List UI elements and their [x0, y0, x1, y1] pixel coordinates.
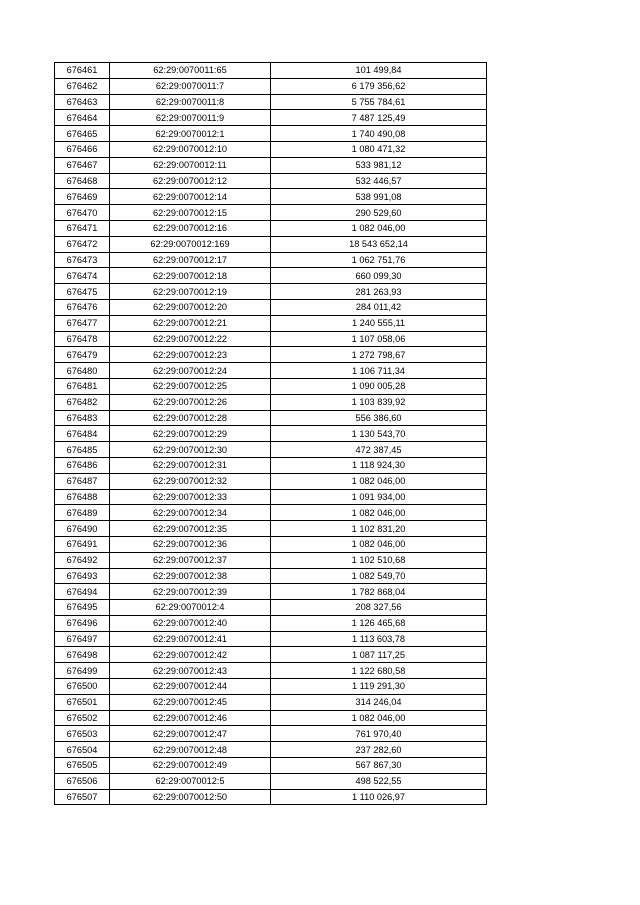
cadastral-value-cell: 1 082 046,00 [271, 536, 487, 552]
row-number-cell: 676481 [55, 378, 110, 394]
table-row [55, 663, 487, 679]
cadastral-value-cell: 533 981,12 [271, 157, 487, 173]
row-number-cell: 676486 [55, 457, 110, 473]
table-row [55, 694, 487, 710]
cadastral-number-cell: 62:29:0070012:44 [110, 679, 271, 695]
row-number-cell: 676506 [55, 773, 110, 789]
row-number-cell: 676477 [55, 315, 110, 331]
cadastral-value-cell: 208 327,56 [271, 600, 487, 616]
row-number-cell: 676475 [55, 284, 110, 300]
cadastral-number-cell: 62:29:0070012:46 [110, 710, 271, 726]
cadastral-number-cell: 62:29:0070011:9 [110, 110, 271, 126]
cadastral-number-cell: 62:29:0070012:20 [110, 299, 271, 315]
cadastral-number-cell: 62:29:0070012:37 [110, 552, 271, 568]
row-number-cell: 676476 [55, 299, 110, 315]
row-number-cell: 676502 [55, 710, 110, 726]
cadastral-value-cell: 1 080 471,32 [271, 141, 487, 157]
table-row [55, 173, 487, 189]
table-row [55, 615, 487, 631]
cadastral-number-cell: 62:29:0070012:33 [110, 489, 271, 505]
cadastral-number-cell: 62:29:0070012:39 [110, 584, 271, 600]
row-number-cell: 676487 [55, 473, 110, 489]
row-number-cell: 676470 [55, 205, 110, 221]
row-number-cell: 676462 [55, 78, 110, 94]
cadastral-value-cell: 1 130 543,70 [271, 426, 487, 442]
cadastral-number-cell: 62:29:0070012:4 [110, 600, 271, 616]
cadastral-value-cell: 472 387,45 [271, 442, 487, 458]
cadastral-number-cell: 62:29:0070012:5 [110, 773, 271, 789]
cadastral-number-cell: 62:29:0070012:40 [110, 615, 271, 631]
table-row [55, 521, 487, 537]
cadastral-value-cell: 290 529,60 [271, 205, 487, 221]
row-number-cell: 676498 [55, 647, 110, 663]
row-number-cell: 676465 [55, 126, 110, 142]
cadastral-value-cell: 281 263,93 [271, 284, 487, 300]
table-row [55, 220, 487, 236]
row-number-cell: 676479 [55, 347, 110, 363]
row-number-cell: 676464 [55, 110, 110, 126]
row-number-cell: 676495 [55, 600, 110, 616]
cadastral-number-cell: 62:29:0070012:10 [110, 141, 271, 157]
cadastral-number-cell: 62:29:0070012:169 [110, 236, 271, 252]
table-row [55, 647, 487, 663]
table-row [55, 600, 487, 616]
table-row [55, 394, 487, 410]
table-row [55, 315, 487, 331]
table-row [55, 426, 487, 442]
cadastral-value-cell: 1 082 549,70 [271, 568, 487, 584]
cadastral-value-table [54, 62, 487, 805]
table-row [55, 110, 487, 126]
cadastral-number-cell: 62:29:0070012:45 [110, 694, 271, 710]
cadastral-number-cell: 62:29:0070012:32 [110, 473, 271, 489]
cadastral-number-cell: 62:29:0070011:65 [110, 63, 271, 79]
table-row [55, 773, 487, 789]
cadastral-value-cell: 538 991,08 [271, 189, 487, 205]
row-number-cell: 676461 [55, 63, 110, 79]
table-row [55, 473, 487, 489]
cadastral-value-cell: 1 082 046,00 [271, 220, 487, 236]
cadastral-number-cell: 62:29:0070012:18 [110, 268, 271, 284]
cadastral-value-cell: 1 102 510,68 [271, 552, 487, 568]
table-row [55, 631, 487, 647]
table-row [55, 205, 487, 221]
cadastral-value-cell: 1 087 117,25 [271, 647, 487, 663]
cadastral-number-cell: 62:29:0070012:19 [110, 284, 271, 300]
row-number-cell: 676471 [55, 220, 110, 236]
table-row [55, 299, 487, 315]
row-number-cell: 676472 [55, 236, 110, 252]
cadastral-number-cell: 62:29:0070012:29 [110, 426, 271, 442]
cadastral-value-cell: 1 740 490,08 [271, 126, 487, 142]
table-row [55, 189, 487, 205]
cadastral-value-cell: 1 782 868,04 [271, 584, 487, 600]
cadastral-number-cell: 62:29:0070012:12 [110, 173, 271, 189]
table-row [55, 252, 487, 268]
cadastral-number-cell: 62:29:0070011:8 [110, 94, 271, 110]
cadastral-number-cell: 62:29:0070012:17 [110, 252, 271, 268]
row-number-cell: 676490 [55, 521, 110, 537]
row-number-cell: 676480 [55, 363, 110, 379]
cadastral-number-cell: 62:29:0070012:31 [110, 457, 271, 473]
table-row [55, 157, 487, 173]
cadastral-value-cell: 1 126 465,68 [271, 615, 487, 631]
cadastral-number-cell: 62:29:0070012:36 [110, 536, 271, 552]
table-row [55, 742, 487, 758]
row-number-cell: 676474 [55, 268, 110, 284]
table-row [55, 758, 487, 774]
row-number-cell: 676488 [55, 489, 110, 505]
cadastral-number-cell: 62:29:0070012:26 [110, 394, 271, 410]
cadastral-number-cell: 62:29:0070012:30 [110, 442, 271, 458]
row-number-cell: 676466 [55, 141, 110, 157]
cadastral-number-cell: 62:29:0070012:41 [110, 631, 271, 647]
cadastral-value-cell: 761 970,40 [271, 726, 487, 742]
row-number-cell: 676482 [55, 394, 110, 410]
cadastral-value-cell: 1 091 934,00 [271, 489, 487, 505]
cadastral-value-cell: 1 082 046,00 [271, 473, 487, 489]
cadastral-number-cell: 62:29:0070011:7 [110, 78, 271, 94]
table-row [55, 410, 487, 426]
cadastral-number-cell: 62:29:0070012:43 [110, 663, 271, 679]
cadastral-number-cell: 62:29:0070012:48 [110, 742, 271, 758]
table-row [55, 78, 487, 94]
row-number-cell: 676507 [55, 789, 110, 805]
table-row [55, 679, 487, 695]
cadastral-value-cell: 1 082 046,00 [271, 710, 487, 726]
cadastral-value-cell: 567 867,30 [271, 758, 487, 774]
cadastral-number-cell: 62:29:0070012:22 [110, 331, 271, 347]
row-number-cell: 676469 [55, 189, 110, 205]
cadastral-value-cell: 498 522,55 [271, 773, 487, 789]
table-row [55, 489, 487, 505]
table-row [55, 363, 487, 379]
cadastral-value-cell: 1 240 555,11 [271, 315, 487, 331]
table-row [55, 331, 487, 347]
row-number-cell: 676504 [55, 742, 110, 758]
cadastral-value-cell: 1 272 798,67 [271, 347, 487, 363]
cadastral-value-cell: 6 179 356,62 [271, 78, 487, 94]
cadastral-number-cell: 62:29:0070012:16 [110, 220, 271, 236]
cadastral-value-cell: 314 246,04 [271, 694, 487, 710]
table-row [55, 236, 487, 252]
cadastral-value-cell: 1 107 058,06 [271, 331, 487, 347]
cadastral-value-cell: 7 487 125,49 [271, 110, 487, 126]
cadastral-value-cell: 101 499,84 [271, 63, 487, 79]
cadastral-value-cell: 1 102 831,20 [271, 521, 487, 537]
cadastral-number-cell: 62:29:0070012:50 [110, 789, 271, 805]
cadastral-value-cell: 237 282,60 [271, 742, 487, 758]
table-row [55, 442, 487, 458]
row-number-cell: 676463 [55, 94, 110, 110]
cadastral-number-cell: 62:29:0070012:24 [110, 363, 271, 379]
cadastral-number-cell: 62:29:0070012:1 [110, 126, 271, 142]
table-row [55, 268, 487, 284]
cadastral-value-cell: 1 062 751,76 [271, 252, 487, 268]
row-number-cell: 676491 [55, 536, 110, 552]
cadastral-value-cell: 1 106 711,34 [271, 363, 487, 379]
row-number-cell: 676468 [55, 173, 110, 189]
row-number-cell: 676496 [55, 615, 110, 631]
row-number-cell: 676499 [55, 663, 110, 679]
cadastral-value-cell: 532 446,57 [271, 173, 487, 189]
cadastral-value-cell: 556 386,60 [271, 410, 487, 426]
table-row [55, 457, 487, 473]
table-body [55, 63, 487, 805]
row-number-cell: 676485 [55, 442, 110, 458]
cadastral-value-cell: 1 118 924,30 [271, 457, 487, 473]
cadastral-value-cell: 1 090 005,28 [271, 378, 487, 394]
row-number-cell: 676493 [55, 568, 110, 584]
row-number-cell: 676478 [55, 331, 110, 347]
cadastral-value-cell: 660 099,30 [271, 268, 487, 284]
cadastral-value-cell: 1 113 603,78 [271, 631, 487, 647]
cadastral-value-cell: 1 122 680,58 [271, 663, 487, 679]
cadastral-number-cell: 62:29:0070012:23 [110, 347, 271, 363]
row-number-cell: 676497 [55, 631, 110, 647]
table-row [55, 726, 487, 742]
cadastral-value-cell: 5 755 784,61 [271, 94, 487, 110]
table-row [55, 568, 487, 584]
table-row [55, 505, 487, 521]
row-number-cell: 676494 [55, 584, 110, 600]
cadastral-number-cell: 62:29:0070012:11 [110, 157, 271, 173]
row-number-cell: 676505 [55, 758, 110, 774]
cadastral-value-cell: 284 011,42 [271, 299, 487, 315]
table-row [55, 63, 487, 79]
cadastral-number-cell: 62:29:0070012:25 [110, 378, 271, 394]
row-number-cell: 676489 [55, 505, 110, 521]
table-row [55, 141, 487, 157]
cadastral-number-cell: 62:29:0070012:38 [110, 568, 271, 584]
table-row [55, 126, 487, 142]
table-row [55, 94, 487, 110]
cadastral-number-cell: 62:29:0070012:42 [110, 647, 271, 663]
row-number-cell: 676467 [55, 157, 110, 173]
cadastral-value-cell: 1 103 839,92 [271, 394, 487, 410]
row-number-cell: 676483 [55, 410, 110, 426]
table-row [55, 536, 487, 552]
cadastral-value-cell: 18 543 652,14 [271, 236, 487, 252]
cadastral-value-cell: 1 082 046,00 [271, 505, 487, 521]
table-row [55, 347, 487, 363]
cadastral-number-cell: 62:29:0070012:21 [110, 315, 271, 331]
row-number-cell: 676501 [55, 694, 110, 710]
cadastral-value-cell: 1 119 291,30 [271, 679, 487, 695]
row-number-cell: 676503 [55, 726, 110, 742]
cadastral-number-cell: 62:29:0070012:47 [110, 726, 271, 742]
table-row [55, 552, 487, 568]
cadastral-number-cell: 62:29:0070012:35 [110, 521, 271, 537]
row-number-cell: 676484 [55, 426, 110, 442]
table-row [55, 710, 487, 726]
row-number-cell: 676500 [55, 679, 110, 695]
cadastral-number-cell: 62:29:0070012:28 [110, 410, 271, 426]
table-row [55, 584, 487, 600]
cadastral-number-cell: 62:29:0070012:14 [110, 189, 271, 205]
cadastral-number-cell: 62:29:0070012:34 [110, 505, 271, 521]
table-row [55, 378, 487, 394]
row-number-cell: 676473 [55, 252, 110, 268]
cadastral-number-cell: 62:29:0070012:49 [110, 758, 271, 774]
cadastral-number-cell: 62:29:0070012:15 [110, 205, 271, 221]
row-number-cell: 676492 [55, 552, 110, 568]
table-row [55, 789, 487, 805]
table-row [55, 284, 487, 300]
cadastral-value-cell: 1 110 026,97 [271, 789, 487, 805]
